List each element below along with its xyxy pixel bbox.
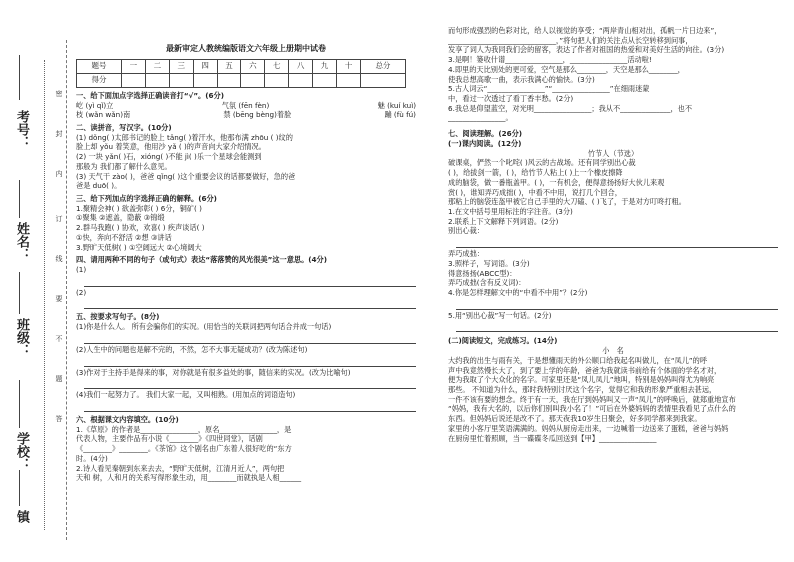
section-2-line: (1) dǒng( )太郎书记的脸上 tǎng( )着汗水，他那布满 zhōu ( )纹的: [76, 132, 293, 142]
section-6-line: 天和 树，人和月的关系写得形象生动，用________而就执是人相______: [76, 473, 302, 483]
score-header-cell: 八: [289, 59, 313, 73]
binding-dashed-line: [66, 40, 67, 540]
passage-title: 竹节人（节选）: [587, 148, 639, 158]
passage2-title: 小 名: [602, 346, 624, 356]
pinyin-item: 魅 (kuí kuì): [377, 100, 416, 110]
score-table: [76, 59, 406, 88]
passage2-line: 声中我竟然慢长大了，到了要上学的年龄，爸爸为我就读书前给有个体面的学名才对，: [448, 365, 722, 375]
fill-line: 5.古人词云“________________”“________________”在细雨迷蒙: [448, 84, 650, 94]
section-5-heading: 五、按要求写句子。(8分): [76, 312, 160, 322]
seal-dotted-line: [44, 60, 45, 530]
score-cell[interactable]: [241, 73, 265, 87]
score-header-cell: 四: [193, 59, 217, 73]
answer-line[interactable]: [456, 238, 778, 248]
section-2-line: 那般为 我们都了解什么意见。: [76, 161, 172, 171]
score-cell[interactable]: [289, 73, 313, 87]
exam-no-line: [19, 55, 20, 100]
passage-line: 破课桌，俨然一个叱咤( )风云的古战场。还有同学别出心裁: [448, 158, 636, 168]
score-cell[interactable]: [265, 73, 289, 87]
seal-note-9: 密: [55, 90, 63, 97]
question-line: 别出心裁：: [448, 226, 484, 236]
section-3-line: 2.群马我跑( ) 协欢，欢喜( ) 疾声谈话( ): [76, 223, 205, 233]
school-line: [19, 380, 20, 428]
section-6-heading: 六、根据课文内容填空。(10分): [76, 415, 179, 425]
passage2-line: 大约我的出生与雨有关，于是想懂雨天的外公顺口给我起名叫做儿，在“凤儿”的呼: [448, 355, 708, 365]
exam-title: 最新审定人教统编版语文六年级上册期中试卷: [166, 44, 326, 53]
section-6-line: 时。(4分): [76, 453, 108, 463]
right-column: [448, 26, 778, 443]
section-2-line: 爸是 duō( )。: [76, 181, 122, 191]
section-2-heading: 二、读拼音，写汉字。(10分): [76, 122, 172, 132]
question-line: 3.照样子，写词语。(3分): [448, 258, 530, 268]
seal-note-2: 订: [55, 215, 63, 222]
answer-line[interactable]: [84, 299, 416, 309]
section-3-line: 1.聚精会神( ) 欲盖弥彰( ) 6分，铜矿( ): [76, 203, 202, 213]
section-3-line: ①聚集 ②遮盖，隐蔽 ③锦缎: [76, 213, 165, 223]
section-2-line: (3) 天气干 zào( )，爸爸 qǐng( )这个重要会议的话都要做好，急的爸: [76, 171, 296, 181]
section-5-question: (2)人生中的问题也是解不完的，不然，怎不大事无疑成功？(改为陈述句): [76, 344, 308, 354]
town-line: [19, 470, 20, 506]
section-7-heading: 七、阅读理解。(26分): [448, 129, 523, 139]
name-line: [19, 180, 20, 218]
score-header-row: [77, 59, 406, 73]
score-header-cell: 六: [241, 59, 265, 73]
fill-line: 发享了词人为我同我们会的留客，表达了作者对祖国的热爱和对美好生活的向往。(3分): [448, 45, 725, 55]
name-label: 姓名：: [14, 222, 29, 261]
score-cell[interactable]: [337, 73, 361, 87]
fill-line: 而句形成强烈的色彩对比，给人以视觉的享受；“两岸青山相对出，孤帆一片日边来”，: [448, 26, 722, 35]
score-header-cell: 五: [217, 59, 241, 73]
answer-line[interactable]: [84, 277, 416, 287]
question-line: 2.联系上下文解释下列词语。(2分): [448, 216, 559, 226]
answer-line[interactable]: [84, 379, 416, 389]
score-cell[interactable]: [217, 73, 241, 87]
section-5-question: (3)作对于主持手是得来的事，对你就是有很多益处的事，随信来的实况。(改为比喻句): [76, 367, 351, 377]
section-2-line: 脸上却 yǒu 着笑意，他用沙 yǎ ( )的声音向大家介绍情况。: [76, 142, 266, 152]
section-6-line: 《________》________。《茶馆》这个剧名由广东着人很好吃的“东方: [76, 444, 292, 454]
seal-note-7: 答: [55, 415, 63, 422]
passage2-line: 家里的小客厅里笑语满满的。妈妈从厨房走出来，一边喊着一边送来了蛋糕，爸爸与妈妈: [448, 423, 729, 433]
score-header-cell: 三: [169, 59, 193, 73]
question-line: 弄巧成拙(含有反义词)：: [448, 278, 526, 288]
answer-line[interactable]: [84, 402, 416, 412]
question-line: 1.在文中括号里用标注的字注音。(3分): [448, 206, 573, 216]
passage2-line: 便为我取了个大众化的名字。可家里还是“凤儿凤儿”地叫，特别是妈妈叫得尤为响亮: [448, 375, 715, 385]
answer-label: (2): [76, 287, 87, 297]
passage2-line: “妈妈，我有大名的，以后你们别叫我小名了！”可后在外婆妈妈的表情里我看见了点什么的: [448, 404, 736, 414]
pinyin-item: 蹦 (fù fú): [384, 110, 416, 120]
section-3-line: 3.野旷天低树( ) ①空阔远大 ②心境阔大: [76, 242, 202, 252]
answer-label: (1): [76, 265, 87, 275]
score-header-cell: 九: [313, 59, 337, 73]
section-5-question: (4)我们一起努力了。 我们大家一起，又叫相熟。(用加点的词语造句): [76, 390, 296, 400]
score-header-cell: 七: [265, 59, 289, 73]
passage-line: 那粘上的脑袋连盔甲被它自己手里的大刀磕、( )飞了，于是对方叮咚打粗。: [448, 197, 686, 207]
score-cell[interactable]: [360, 73, 405, 87]
seal-note-8: 封: [55, 130, 63, 137]
section-6-line: 2.诗人看见秦朝到东来去去，“野旷天低树，江清月近人”，两句把: [76, 463, 285, 473]
answer-line[interactable]: [456, 300, 778, 310]
passage2-line: 那些。 不知道为什么，那时我特别讨厌这个名字，觉得它和我的形象严重相去甚远，: [448, 385, 717, 394]
answer-line[interactable]: [84, 357, 416, 367]
left-column: [76, 0, 416, 483]
score-value-row: [77, 73, 406, 87]
fill-line: ________________。: [448, 113, 513, 123]
seal-note-4: 要: [55, 295, 63, 302]
pinyin-item: 气氛 (fēn fèn): [221, 100, 270, 110]
passage2-line: 在厨房里忙着照顾，当一碟碟冬瓜回送到【甲】________________: [448, 433, 657, 443]
binding-margin: [0, 0, 70, 562]
score-header-cell: 题号: [77, 59, 122, 73]
pinyin-item: 屹 (yì qǐ)立: [76, 100, 114, 110]
score-cell[interactable]: [169, 73, 193, 87]
passage-line: 成的脑袋，做一番瓶盖甲。( )，一有机会，便得意扬扬好大伙儿来观: [448, 177, 665, 187]
section-2-line: (2) 一块 yǎn( )石，xióng( )不能 jì( )乐一个星球会能测到: [76, 152, 262, 162]
fill-line: 3.是啊！篓收什谱________________，________________活动啦!: [448, 55, 652, 65]
score-header-cell: 总分: [360, 59, 405, 73]
question-line: 5.用“别出心裁”写一句话。(2分): [448, 310, 552, 320]
answer-line[interactable]: [456, 322, 778, 332]
fill-line: 中，看过一次透过了看丁香丰愁。(2分): [448, 94, 574, 104]
fill-line: 4.即里的天比别处的更可爱，空气是那么________，天空是那么________，: [448, 64, 685, 74]
section-3-heading: 三、给下列加点的字选择正确的解释。(6分): [76, 193, 217, 203]
section-4-heading: 四、请用两种不同的句子（或句式）表达“落落赞的风光很美”这一意思。(4分): [76, 255, 328, 265]
passage2-line: 一件不该有要的想念。终于有一天，我在厅到妈妈叫又一声“凤儿”的呼唤后，就郑重地宣布: [448, 394, 736, 404]
section-1-row: [76, 110, 416, 120]
section-5-question: (1)你是什么人。 所有会骗你们的实况。(用恰当的关联词把两句话合并成一句话): [76, 322, 332, 332]
section-7a-heading: (一)课内阅读。(12分): [448, 138, 522, 148]
fill-line: 6.我总是仰望蓝空，对光明________________；我从不______________，也不: [448, 103, 693, 113]
seal-note-1: 内: [55, 170, 63, 177]
score-header-cell: 二: [145, 59, 169, 73]
score-cell[interactable]: [313, 73, 337, 87]
score-cell[interactable]: [145, 73, 169, 87]
passage-line: 赏( )，谁知弄巧成拙( )，中看不中用，说打几个回合，: [448, 187, 622, 197]
seal-note-5: 不: [55, 335, 63, 342]
class-label: 班级：: [14, 318, 29, 357]
score-cell[interactable]: [193, 73, 217, 87]
score-cell[interactable]: [121, 73, 145, 87]
seal-note-3: 线: [55, 255, 63, 262]
passage2-line: 东西。但妈妈后说还是改不了。那天夜我10岁生日聚会，好多同学都来到我家。: [448, 414, 702, 424]
score-header-cell: 十: [337, 59, 361, 73]
pinyin-item: 枝 (wǎn wǎn)南: [76, 110, 131, 120]
question-line: 得意扬扬(ABCC型)：: [448, 268, 517, 278]
section-7b-heading: (二)阅读短文，完成练习。(14分): [448, 336, 558, 346]
score-header-cell: 一: [121, 59, 145, 73]
seal-note-6: 题: [55, 375, 63, 382]
school-label: 学校：: [14, 432, 29, 471]
class-line: [19, 272, 20, 314]
exam-no-label: 考号：: [14, 110, 29, 149]
question-line: 4.你是怎样理解文中的“中看不中用”？(2分): [448, 287, 588, 297]
town-label: 镇: [14, 510, 29, 523]
section-6-line: 代表人物，主要作品有小说《________》《四世同堂》，话剧: [76, 434, 263, 444]
section-1-heading: 一、给下面加点字选择正确读音打“√”。(6分): [76, 90, 225, 100]
fill-line: 使我总想高歌一曲，表示我满心的愉快。(3分): [448, 74, 595, 84]
pinyin-item: 禁 (bēng bèng)着脸: [223, 110, 292, 120]
section-3-line: ①快，奔向不舒活 ②想 ③讲话: [76, 232, 172, 242]
answer-line[interactable]: [84, 334, 416, 344]
section-1-row: [76, 101, 416, 111]
fill-line: ______________________________，”将句把人们的关注点从长空转移到问事，: [448, 35, 693, 45]
question-line: 弄巧成拙：: [448, 249, 484, 259]
score-row-label: 得分: [77, 73, 122, 87]
section-6-line: 1.《草原》的作者是________________，原名________________，是: [76, 424, 292, 434]
passage-line: ( )，给拔剑一箭，( )，给竹节人粘上( )上一个橡皮擦降: [448, 168, 623, 178]
